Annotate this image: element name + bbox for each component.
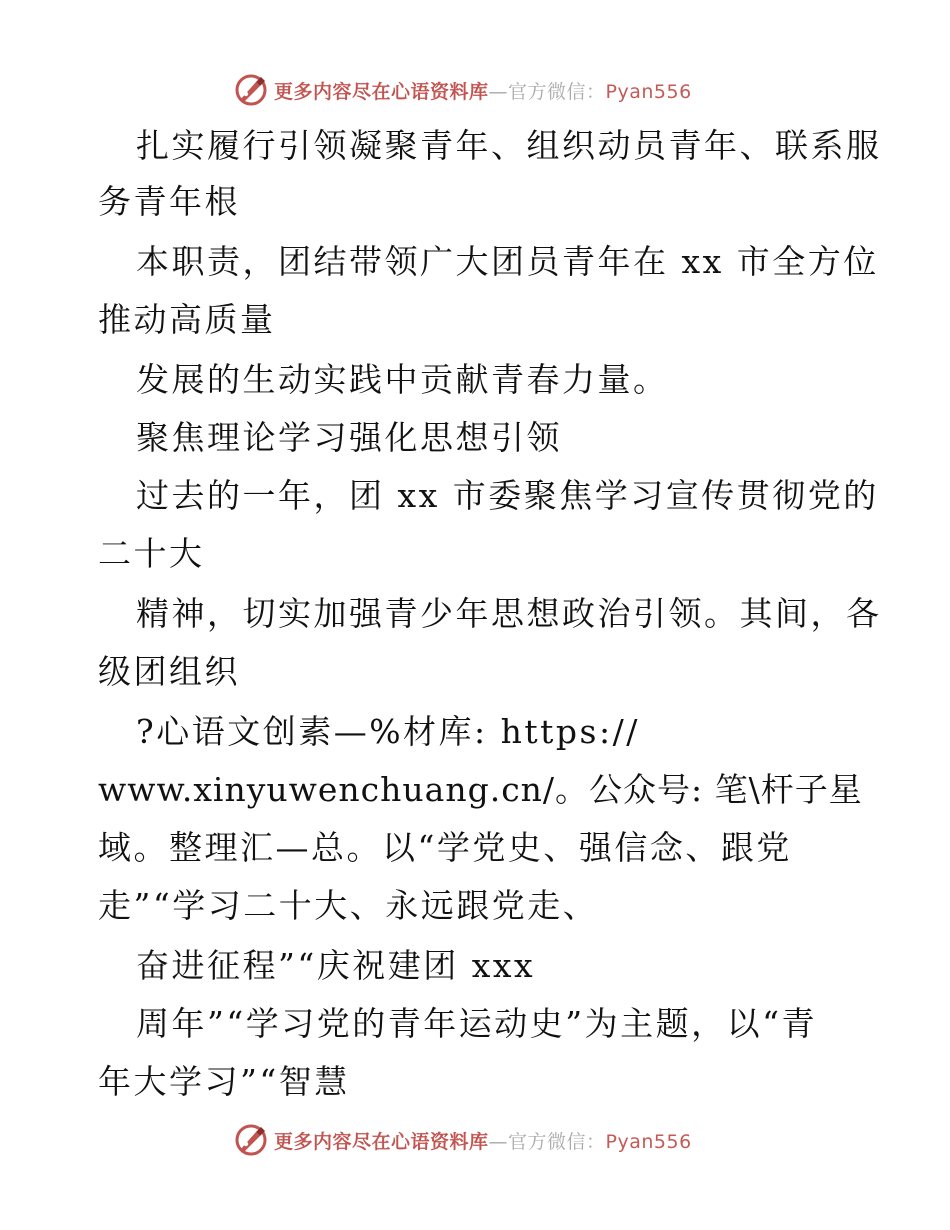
header-site-text: 更多内容尽在心语资料库 <box>274 80 489 103</box>
pen-logo-icon <box>234 1123 268 1157</box>
text-line: 发展的生动实践中贡献青春力量。 <box>136 360 669 399</box>
text-line: ?心语文创素—%材库: https:// <box>136 712 640 751</box>
text-line: 域。整理汇—总。以“学党史、强信念、跟党 <box>98 828 792 867</box>
text-line: 二十大 <box>98 534 205 573</box>
text-line: 本职责，团结带领广大团员青年在 xx 市全方位 <box>136 242 879 281</box>
text-line: 级团组织 <box>98 652 240 691</box>
text-line: 务青年根 <box>98 182 240 221</box>
footer-banner <box>234 1122 714 1158</box>
text-line: 聚焦理论学习强化思想引领 <box>136 418 562 457</box>
footer-wechat-label: 官方微信： <box>508 1130 606 1153</box>
footer-wechat-id: Pyan556 <box>605 1130 692 1153</box>
footer-site-text: 更多内容尽在心语资料库 <box>274 1130 489 1153</box>
text-line: 周年”“学习党的青年运动史”为主题，以“青 <box>136 1004 817 1043</box>
text-line: 年大学习”“智慧 <box>98 1062 350 1101</box>
header-banner-text <box>274 77 692 104</box>
text-line: 走”“学习二十大、永远跟党走、 <box>98 886 599 925</box>
header-wechat-id: Pyan556 <box>605 80 692 103</box>
footer-banner-text <box>274 1127 692 1154</box>
text-line: 扎实履行引领凝聚青年、组织动员青年、联系服 <box>136 126 882 165</box>
header-wechat-label: 官方微信： <box>508 80 606 103</box>
text-line: 精神，切实加强青少年思想政治引领。其间，各 <box>136 594 882 633</box>
text-line: www.xinyuwenchuang.cn/。公众号: 笔\杆子星 <box>98 770 863 809</box>
header-dash: — <box>488 80 509 103</box>
text-line: 过去的一年，团 xx 市委聚焦学习宣传贯彻党的 <box>136 476 879 515</box>
text-line: 推动高质量 <box>98 300 276 339</box>
header-banner <box>234 72 714 108</box>
text-line: 奋进征程”“庆祝建团 xxx <box>136 946 536 985</box>
footer-dash: — <box>488 1130 509 1153</box>
pen-logo-icon <box>234 73 268 107</box>
